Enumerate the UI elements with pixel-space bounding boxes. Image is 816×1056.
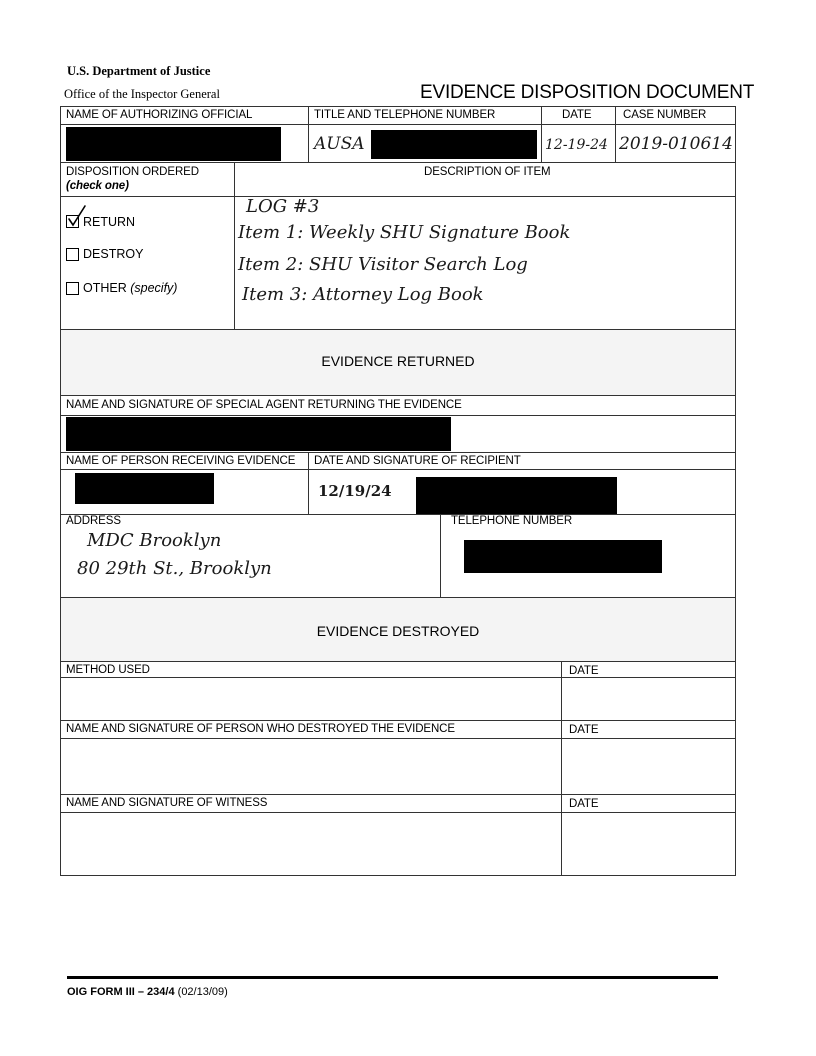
description-line-2: Item 1: Weekly SHU Signature Book — [238, 222, 571, 243]
redacted-telephone — [371, 130, 537, 159]
recipient-date-signature-label: DATE AND SIGNATURE OF RECIPIENT — [314, 455, 521, 467]
destroy-option-label: DESTROY — [83, 247, 144, 261]
rule — [60, 415, 736, 416]
witness-signature-label: NAME AND SIGNATURE OF WITNESS — [66, 797, 268, 809]
destroy-checkbox[interactable] — [66, 248, 79, 261]
rule — [60, 162, 736, 163]
rule — [60, 720, 736, 721]
footer-form-id — [67, 986, 228, 998]
form-id: OIG FORM III – 234/4 — [67, 986, 175, 998]
other-option-specify: (specify) — [130, 281, 178, 295]
title-value: AUSA — [314, 134, 365, 154]
other-checkbox[interactable] — [66, 282, 79, 295]
description-label: DESCRIPTION OF ITEM — [424, 166, 551, 178]
redacted-telephone-number — [464, 540, 662, 573]
rule — [60, 794, 736, 795]
receiver-name-label: NAME OF PERSON RECEIVING EVIDENCE — [66, 455, 296, 467]
agent-signature-label: NAME AND SIGNATURE OF SPECIAL AGENT RETURNING THE EVIDENCE — [66, 399, 462, 411]
form-date: (02/13/09) — [177, 986, 228, 998]
rule — [60, 661, 736, 662]
rule — [615, 106, 616, 162]
description-line-4: Item 3: Attorney Log Book — [242, 284, 484, 305]
rule — [308, 106, 309, 162]
witness-date-label: DATE — [569, 798, 599, 810]
form-title: EVIDENCE DISPOSITION DOCUMENT — [420, 82, 755, 103]
rule — [541, 106, 542, 162]
method-used-label: METHOD USED — [66, 664, 150, 676]
description-line-3: Item 2: SHU Visitor Search Log — [238, 254, 528, 275]
disposition-label: DISPOSITION ORDERED — [66, 166, 199, 178]
title-phone-label: TITLE AND TELEPHONE NUMBER — [314, 109, 496, 121]
description-line-1: LOG #3 — [246, 196, 320, 217]
date-value: 12-19-24 — [545, 137, 608, 153]
rule — [60, 677, 736, 678]
address-label: ADDRESS — [66, 515, 121, 527]
other-option — [83, 281, 177, 295]
evidence-returned-title: EVIDENCE RETURNED — [321, 353, 475, 369]
agency-name: U.S. Department of Justice — [67, 64, 211, 78]
rule — [60, 597, 736, 598]
rule — [561, 661, 562, 876]
other-option-label: OTHER — [83, 281, 127, 295]
rule — [60, 469, 736, 470]
redacted-agent-name — [66, 417, 451, 451]
redacted-official-name — [66, 127, 281, 161]
rule — [234, 162, 235, 329]
case-number-value: 2019-010614 — [619, 134, 733, 154]
address-line-1: MDC Brooklyn — [87, 530, 222, 551]
rule — [308, 452, 309, 514]
authorizing-official-label: NAME OF AUTHORIZING OFFICIAL — [66, 109, 253, 121]
telephone-label: TELEPHONE NUMBER — [451, 515, 573, 527]
disposition-sublabel: (check one) — [66, 180, 129, 192]
rule — [60, 812, 736, 813]
rule — [60, 329, 736, 330]
rule — [60, 738, 736, 739]
destroyer-signature-label: NAME AND SIGNATURE OF PERSON WHO DESTROYED THE EVIDENCE — [66, 723, 455, 735]
office-name: Office of the Inspector General — [64, 87, 220, 101]
footer-rule — [67, 976, 718, 979]
address-line-2: 80 29th St., Brooklyn — [77, 558, 272, 579]
date-label: DATE — [562, 109, 592, 121]
return-option-label: RETURN — [83, 215, 136, 229]
method-date-label: DATE — [569, 665, 599, 677]
case-number-label: CASE NUMBER — [623, 109, 707, 121]
rule — [440, 514, 441, 597]
rule — [60, 514, 736, 515]
destroyer-date-label: DATE — [569, 724, 599, 736]
recipient-date-value: 12/19/24 — [318, 482, 392, 500]
redacted-recipient-signature — [416, 477, 617, 514]
rule — [60, 196, 736, 197]
redacted-receiver-name — [75, 473, 214, 504]
rule — [60, 124, 736, 125]
rule — [60, 395, 736, 396]
evidence-destroyed-title: EVIDENCE DESTROYED — [316, 623, 480, 639]
rule — [60, 452, 736, 453]
